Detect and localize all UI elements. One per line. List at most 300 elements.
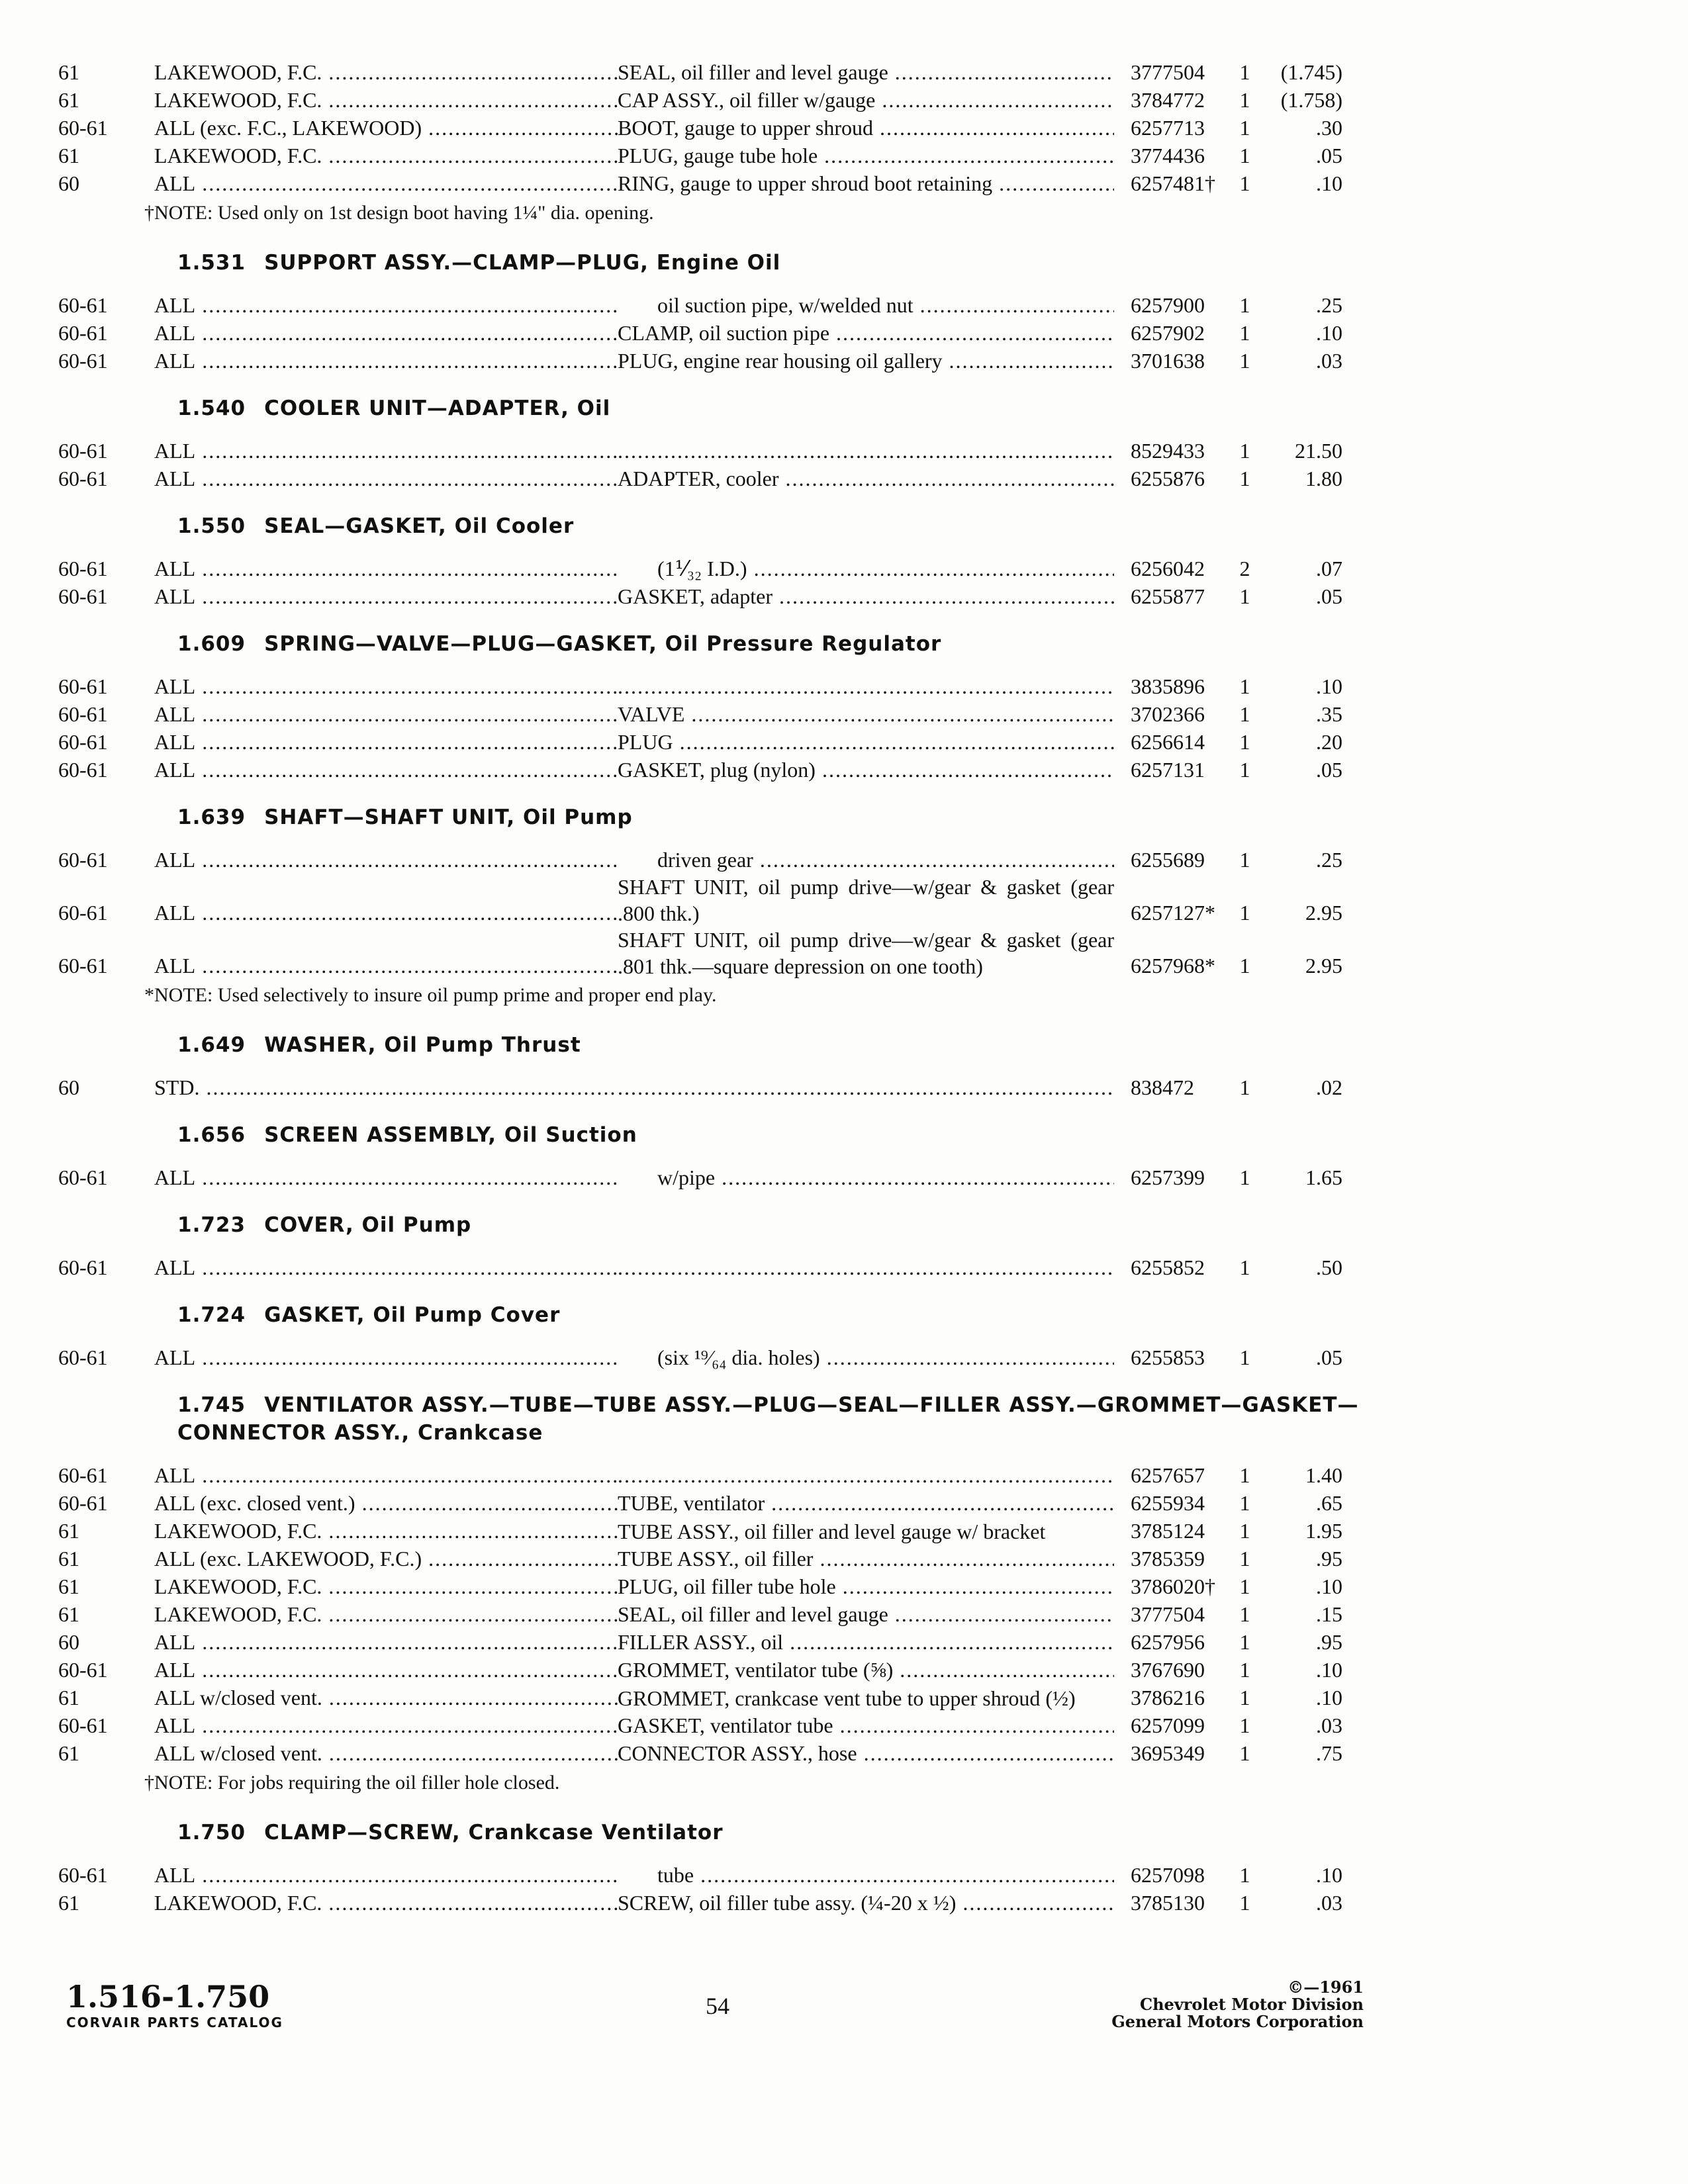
part-description — [618, 1253, 1114, 1281]
part-number: 6257657 — [1131, 1463, 1205, 1487]
model-year: 60-61 — [58, 730, 108, 754]
quantity: 1 — [1239, 1686, 1250, 1709]
application: ALL ..... — [154, 1461, 618, 1489]
parts-group — [58, 1819, 1382, 1917]
part-number: 6257098 — [1131, 1863, 1205, 1887]
section-number: 1.750 — [177, 1821, 246, 1844]
part-number: 6257481† — [1131, 171, 1215, 195]
part-description: driven gear ..... — [618, 846, 1114, 874]
quantity: 1 — [1239, 88, 1250, 112]
parts-group — [58, 1391, 1382, 1799]
part-number: 6256614 — [1131, 730, 1205, 754]
price: .25 — [1316, 293, 1342, 317]
price: .10 — [1316, 1863, 1342, 1887]
price: .07 — [1316, 557, 1342, 580]
section-number: 1.649 — [177, 1033, 246, 1057]
model-year: 61 — [58, 1574, 79, 1598]
quantity: 1 — [1239, 1741, 1250, 1765]
model-year: 61 — [58, 1686, 79, 1709]
quantity: 1 — [1239, 439, 1250, 463]
part-description: TUBE, ventilator ..... — [618, 1489, 1114, 1517]
part-description: (six ¹⁹⁄₆₄ dia. holes) ..... — [618, 1343, 1114, 1371]
table-row — [58, 1343, 1382, 1371]
table-row — [58, 1572, 1382, 1600]
parts-group — [58, 803, 1382, 1011]
table-row — [58, 1739, 1382, 1767]
part-number: 3785359 — [1131, 1547, 1205, 1570]
part-description: TUBE ASSY., oil filler ..... — [618, 1545, 1114, 1572]
quantity: 1 — [1239, 1658, 1250, 1682]
quantity: 1 — [1239, 1491, 1250, 1515]
model-year: 60-61 — [58, 1863, 108, 1887]
application: ALL ..... — [154, 291, 618, 319]
model-year: 60-61 — [58, 321, 108, 345]
section-number: 1.639 — [177, 805, 246, 829]
page-number: 54 — [706, 1993, 729, 2019]
part-description: oil suction pipe, w/welded nut ..... — [618, 291, 1114, 319]
part-description: ADAPTER, cooler ..... — [618, 465, 1114, 492]
application: ALL ..... — [154, 1343, 618, 1371]
part-description: RING, gauge to upper shroud boot retaining ..... — [618, 169, 1114, 197]
price: .10 — [1316, 321, 1342, 345]
section-title: COVER, Oil Pump — [264, 1213, 472, 1237]
model-year: 60-61 — [58, 584, 108, 608]
part-number: 6255876 — [1131, 467, 1205, 490]
quantity: 1 — [1239, 1863, 1250, 1887]
price: .35 — [1316, 702, 1342, 726]
quantity: 1 — [1239, 1891, 1250, 1915]
part-number: 6255689 — [1131, 848, 1205, 872]
model-year: 60-61 — [58, 954, 108, 978]
price: .10 — [1316, 1686, 1342, 1709]
part-description: CAP ASSY., oil filler w/gauge ..... — [618, 86, 1114, 114]
table-row — [58, 1489, 1382, 1517]
table-row — [58, 142, 1382, 169]
model-year: 60-61 — [58, 1165, 108, 1189]
parts-group — [58, 512, 1382, 610]
quantity: 1 — [1239, 702, 1250, 726]
part-number: 8529433 — [1131, 439, 1205, 463]
price: 1.95 — [1305, 1519, 1342, 1543]
price: .30 — [1316, 116, 1342, 140]
quantity: 1 — [1239, 1255, 1250, 1279]
quantity: 1 — [1239, 954, 1250, 978]
model-year: 61 — [58, 1741, 79, 1765]
price: .05 — [1316, 1345, 1342, 1369]
application: ALL ..... — [154, 756, 618, 784]
part-description: VALVE ..... — [618, 700, 1114, 728]
model-year: 60 — [58, 171, 79, 195]
model-year: 60-61 — [58, 557, 108, 580]
section-number: 1.531 — [177, 251, 246, 275]
footer-corporation: General Motors Corporation — [1111, 2012, 1364, 2031]
part-description: tube ..... — [618, 1861, 1114, 1889]
footer-copyright: ©—1961 — [1288, 1978, 1364, 1997]
price: .10 — [1316, 1574, 1342, 1598]
part-description: (1⅟₃₂ I.D.) ..... — [618, 555, 1114, 582]
footer-publisher — [1111, 1979, 1364, 2030]
model-year: 60 — [58, 1630, 79, 1654]
section-number: 1.609 — [177, 632, 246, 656]
application: ALL ..... — [154, 465, 618, 492]
section-title: WASHER, Oil Pump Thrust — [264, 1033, 581, 1057]
quantity: 1 — [1239, 293, 1250, 317]
part-number: 3785124 — [1131, 1519, 1205, 1543]
table-row — [58, 1073, 1382, 1101]
part-number: 6255853 — [1131, 1345, 1205, 1369]
table-row — [58, 437, 1382, 465]
parts-group — [58, 1211, 1382, 1281]
table-row — [58, 86, 1382, 114]
table-row — [58, 927, 1382, 979]
quantity: 1 — [1239, 1519, 1250, 1543]
application: ALL ..... — [154, 1711, 618, 1739]
part-number: 6257902 — [1131, 321, 1205, 345]
application: ALL ..... — [154, 672, 618, 700]
part-description: SHAFT UNIT, oil pump drive—w/gear & gasket (gear .801 thk.—square depression on one tooth) — [618, 928, 1114, 978]
part-number: 3777504 — [1131, 60, 1205, 84]
application: ALL ..... — [154, 319, 618, 347]
application: ALL ..... — [154, 437, 618, 465]
part-number: 6257127* — [1131, 901, 1215, 925]
part-number: 3835896 — [1131, 674, 1205, 698]
model-year: 60-61 — [58, 758, 108, 782]
part-description: CONNECTOR ASSY., hose ..... — [618, 1739, 1114, 1767]
application: ALL ..... — [154, 1163, 618, 1191]
part-number: 6255877 — [1131, 584, 1205, 608]
quantity: 1 — [1239, 1630, 1250, 1654]
quantity: 1 — [1239, 1547, 1250, 1570]
application: ALL ..... — [154, 555, 618, 582]
price: 1.40 — [1305, 1463, 1342, 1487]
model-year: 61 — [58, 144, 79, 167]
part-description: GASKET, ventilator tube ..... — [618, 1711, 1114, 1739]
table-row — [58, 672, 1382, 700]
application: ALL ..... — [154, 582, 618, 610]
table-row — [58, 1656, 1382, 1684]
quantity: 1 — [1239, 1345, 1250, 1369]
section-title: SEAL—GASKET, Oil Cooler — [264, 514, 575, 538]
table-row — [58, 728, 1382, 756]
part-description — [618, 1461, 1114, 1489]
application: LAKEWOOD, F.C. ..... — [154, 58, 618, 86]
part-number: 6257900 — [1131, 293, 1205, 317]
quantity: 1 — [1239, 584, 1250, 608]
model-year: 60-61 — [58, 116, 108, 140]
parts-group — [58, 1301, 1382, 1371]
footnote: †NOTE: Used only on 1st design boot having 1¼" dia. opening. — [144, 202, 654, 224]
section-heading — [177, 249, 1382, 277]
application: ALL (exc. LAKEWOOD, F.C.) ..... — [154, 1545, 618, 1572]
part-description: TUBE ASSY., oil filler and level gauge w/ bracket — [618, 1520, 1046, 1543]
price: .20 — [1316, 730, 1342, 754]
quantity: 1 — [1239, 730, 1250, 754]
parts-list — [58, 58, 1382, 1917]
table-row — [58, 319, 1382, 347]
model-year: 60-61 — [58, 349, 108, 373]
model-year: 60-61 — [58, 1658, 108, 1682]
section-heading — [177, 1121, 1382, 1149]
part-description: GASKET, adapter ..... — [618, 582, 1114, 610]
application: ALL ..... — [154, 846, 618, 874]
footer-catalog-name: CORVAIR PARTS CATALOG — [66, 2015, 283, 2030]
section-heading — [177, 1031, 1382, 1059]
part-number: 3786020† — [1131, 1574, 1215, 1598]
section-number: 1.550 — [177, 514, 246, 538]
footer-left — [66, 1979, 283, 2030]
price: .05 — [1316, 584, 1342, 608]
table-row — [58, 291, 1382, 319]
application: STD. ..... — [154, 1073, 618, 1101]
part-number: 3785130 — [1131, 1891, 1205, 1915]
model-year: 60-61 — [58, 1255, 108, 1279]
price: .02 — [1316, 1075, 1342, 1099]
table-row — [58, 58, 1382, 86]
application: ALL w/closed vent. ..... — [154, 1739, 618, 1767]
section-number: 1.724 — [177, 1303, 246, 1327]
quantity: 2 — [1239, 557, 1250, 580]
part-number: 6257399 — [1131, 1165, 1205, 1189]
part-description: GASKET, plug (nylon) ..... — [618, 756, 1114, 784]
quantity: 1 — [1239, 1165, 1250, 1189]
part-number: 6257956 — [1131, 1630, 1205, 1654]
part-number: 3777504 — [1131, 1602, 1205, 1626]
table-row — [58, 1517, 1382, 1545]
section-heading — [177, 512, 1382, 540]
parts-group — [58, 249, 1382, 375]
part-description: SEAL, oil filler and level gauge ..... — [618, 1600, 1114, 1628]
model-year: 60 — [58, 1075, 79, 1099]
section-title: CLAMP—SCREW, Crankcase Ventilator — [264, 1821, 724, 1844]
application: LAKEWOOD, F.C. ..... — [154, 1889, 618, 1917]
part-number: 6257131 — [1131, 758, 1205, 782]
part-number: 6257713 — [1131, 116, 1205, 140]
model-year: 60-61 — [58, 702, 108, 726]
parts-group — [58, 1031, 1382, 1101]
part-description: w/pipe ..... — [618, 1163, 1114, 1191]
price: .03 — [1316, 349, 1342, 373]
model-year: 61 — [58, 60, 79, 84]
model-year: 60-61 — [58, 848, 108, 872]
application: ALL ..... — [154, 899, 618, 927]
part-description: SHAFT UNIT, oil pump drive—w/gear & gasket (gear .800 thk.) — [618, 875, 1114, 925]
part-number: 3702366 — [1131, 702, 1205, 726]
application: LAKEWOOD, F.C. ..... — [154, 142, 618, 169]
part-description — [618, 437, 1114, 465]
model-year: 61 — [58, 88, 79, 112]
table-row — [58, 756, 1382, 784]
footnote: *NOTE: Used selectively to insure oil pump prime and proper end play. — [144, 984, 717, 1006]
table-row — [58, 1889, 1382, 1917]
parts-group — [58, 630, 1382, 784]
price: 21.50 — [1295, 439, 1342, 463]
quantity: 1 — [1239, 144, 1250, 167]
price: 2.95 — [1305, 954, 1342, 978]
quantity: 1 — [1239, 1574, 1250, 1598]
price: .25 — [1316, 848, 1342, 872]
price: 1.65 — [1305, 1165, 1342, 1189]
table-row — [58, 1600, 1382, 1628]
part-description: FILLER ASSY., oil ..... — [618, 1628, 1114, 1656]
part-description: SCREW, oil filler tube assy. (¼-20 x ½) ..... — [618, 1889, 1114, 1917]
table-row — [58, 465, 1382, 492]
model-year: 61 — [58, 1602, 79, 1626]
quantity: 1 — [1239, 1463, 1250, 1487]
price: .03 — [1316, 1891, 1342, 1915]
table-row — [58, 1684, 1382, 1711]
part-number: 3786216 — [1131, 1686, 1205, 1709]
table-row — [58, 169, 1382, 197]
part-number: 3774436 — [1131, 144, 1205, 167]
section-title: SUPPORT ASSY.—CLAMP—PLUG, Engine Oil — [264, 251, 781, 275]
quantity: 1 — [1239, 60, 1250, 84]
model-year: 60-61 — [58, 674, 108, 698]
model-year: 60-61 — [58, 1713, 108, 1737]
price: .10 — [1316, 171, 1342, 195]
parts-group — [58, 1121, 1382, 1191]
section-heading — [177, 1301, 1382, 1329]
part-number: 6256042 — [1131, 557, 1205, 580]
quantity: 1 — [1239, 1713, 1250, 1737]
part-description: PLUG, engine rear housing oil gallery ..... — [618, 347, 1114, 375]
application: ALL ..... — [154, 952, 618, 979]
table-row — [58, 1711, 1382, 1739]
section-title: SCREEN ASSEMBLY, Oil Suction — [264, 1123, 637, 1147]
part-number: 6255934 — [1131, 1491, 1205, 1515]
parts-group — [58, 58, 1382, 229]
model-year: 60-61 — [58, 1463, 108, 1487]
model-year: 60-61 — [58, 293, 108, 317]
model-year: 60-61 — [58, 1491, 108, 1515]
price: .15 — [1316, 1602, 1342, 1626]
part-number: 3701638 — [1131, 349, 1205, 373]
application: LAKEWOOD, F.C. ..... — [154, 86, 618, 114]
application: LAKEWOOD, F.C. ..... — [154, 1572, 618, 1600]
section-title: GASKET, Oil Pump Cover — [264, 1303, 561, 1327]
price: .10 — [1316, 1658, 1342, 1682]
quantity: 1 — [1239, 467, 1250, 490]
part-number: 6257968* — [1131, 954, 1215, 978]
table-row — [58, 1545, 1382, 1572]
part-description: PLUG, gauge tube hole ..... — [618, 142, 1114, 169]
section-number: 1.656 — [177, 1123, 246, 1147]
part-description: CLAMP, oil suction pipe ..... — [618, 319, 1114, 347]
table-row — [58, 874, 1382, 927]
price: .03 — [1316, 1713, 1342, 1737]
table-row — [58, 1163, 1382, 1191]
model-year: 60-61 — [58, 901, 108, 925]
footer-group-code: 1.516-1.750 — [66, 1979, 270, 2015]
application: ALL (exc. F.C., LAKEWOOD) ..... — [154, 114, 618, 142]
application: ALL ..... — [154, 169, 618, 197]
price: .50 — [1316, 1255, 1342, 1279]
application: ALL ..... — [154, 728, 618, 756]
parts-group — [58, 394, 1382, 492]
application: LAKEWOOD, F.C. ..... — [154, 1600, 618, 1628]
section-heading — [177, 630, 1382, 658]
quantity: 1 — [1239, 349, 1250, 373]
section-heading — [177, 394, 1382, 422]
application: ALL w/closed vent. ..... — [154, 1684, 618, 1711]
model-year: 61 — [58, 1519, 79, 1543]
application: ALL ..... — [154, 700, 618, 728]
section-title: SHAFT—SHAFT UNIT, Oil Pump — [264, 805, 633, 829]
model-year: 61 — [58, 1891, 79, 1915]
part-description: PLUG, oil filler tube hole ..... — [618, 1572, 1114, 1600]
price: .95 — [1316, 1630, 1342, 1654]
quantity: 1 — [1239, 1602, 1250, 1626]
model-year: 60-61 — [58, 1345, 108, 1369]
price: 2.95 — [1305, 901, 1342, 925]
model-year: 61 — [58, 1547, 79, 1570]
price: .10 — [1316, 674, 1342, 698]
application: ALL ..... — [154, 1861, 618, 1889]
quantity: 1 — [1239, 171, 1250, 195]
price: .05 — [1316, 758, 1342, 782]
section-heading — [177, 1391, 1382, 1447]
price: .75 — [1316, 1741, 1342, 1765]
table-row — [58, 347, 1382, 375]
part-number: 3695349 — [1131, 1741, 1205, 1765]
quantity: 1 — [1239, 116, 1250, 140]
application: LAKEWOOD, F.C. ..... — [154, 1517, 618, 1545]
table-row — [58, 1628, 1382, 1656]
part-number: 3784772 — [1131, 88, 1205, 112]
price: (1.745) — [1280, 60, 1342, 84]
part-description: BOOT, gauge to upper shroud ..... — [618, 114, 1114, 142]
section-title: COOLER UNIT—ADAPTER, Oil — [264, 396, 611, 420]
quantity: 1 — [1239, 901, 1250, 925]
quantity: 1 — [1239, 848, 1250, 872]
table-row — [58, 582, 1382, 610]
section-title: SPRING—VALVE—PLUG—GASKET, Oil Pressure Regulator — [264, 632, 942, 656]
footer-division: Chevrolet Motor Division — [1140, 1995, 1364, 2014]
quantity: 1 — [1239, 1075, 1250, 1099]
part-description: GROMMET, crankcase vent tube to upper shroud (½) — [618, 1686, 1076, 1710]
application: ALL ..... — [154, 1656, 618, 1684]
section-number: 1.723 — [177, 1213, 246, 1237]
price: .65 — [1316, 1491, 1342, 1515]
quantity: 1 — [1239, 758, 1250, 782]
table-row — [58, 1861, 1382, 1889]
price: 1.80 — [1305, 467, 1342, 490]
application: ALL ..... — [154, 347, 618, 375]
table-row — [58, 1461, 1382, 1489]
section-heading — [177, 1819, 1382, 1846]
part-description — [618, 672, 1114, 700]
part-number: 838472 — [1131, 1075, 1194, 1099]
table-row — [58, 846, 1382, 874]
model-year: 60-61 — [58, 439, 108, 463]
part-description: SEAL, oil filler and level gauge ..... — [618, 58, 1114, 86]
table-row — [58, 1253, 1382, 1281]
table-row — [58, 114, 1382, 142]
section-heading — [177, 1211, 1382, 1239]
part-description: GROMMET, ventilator tube (⅝) ..... — [618, 1656, 1114, 1684]
part-number: 6255852 — [1131, 1255, 1205, 1279]
quantity: 1 — [1239, 674, 1250, 698]
application: ALL (exc. closed vent.) ..... — [154, 1489, 618, 1517]
price: (1.758) — [1280, 88, 1342, 112]
application: ALL ..... — [154, 1628, 618, 1656]
application: ALL ..... — [154, 1253, 618, 1281]
section-number: 1.745 — [177, 1393, 246, 1417]
section-number: 1.540 — [177, 396, 246, 420]
table-row — [58, 700, 1382, 728]
part-number: 3767690 — [1131, 1658, 1205, 1682]
part-description: PLUG ..... — [618, 728, 1114, 756]
price: .95 — [1316, 1547, 1342, 1570]
